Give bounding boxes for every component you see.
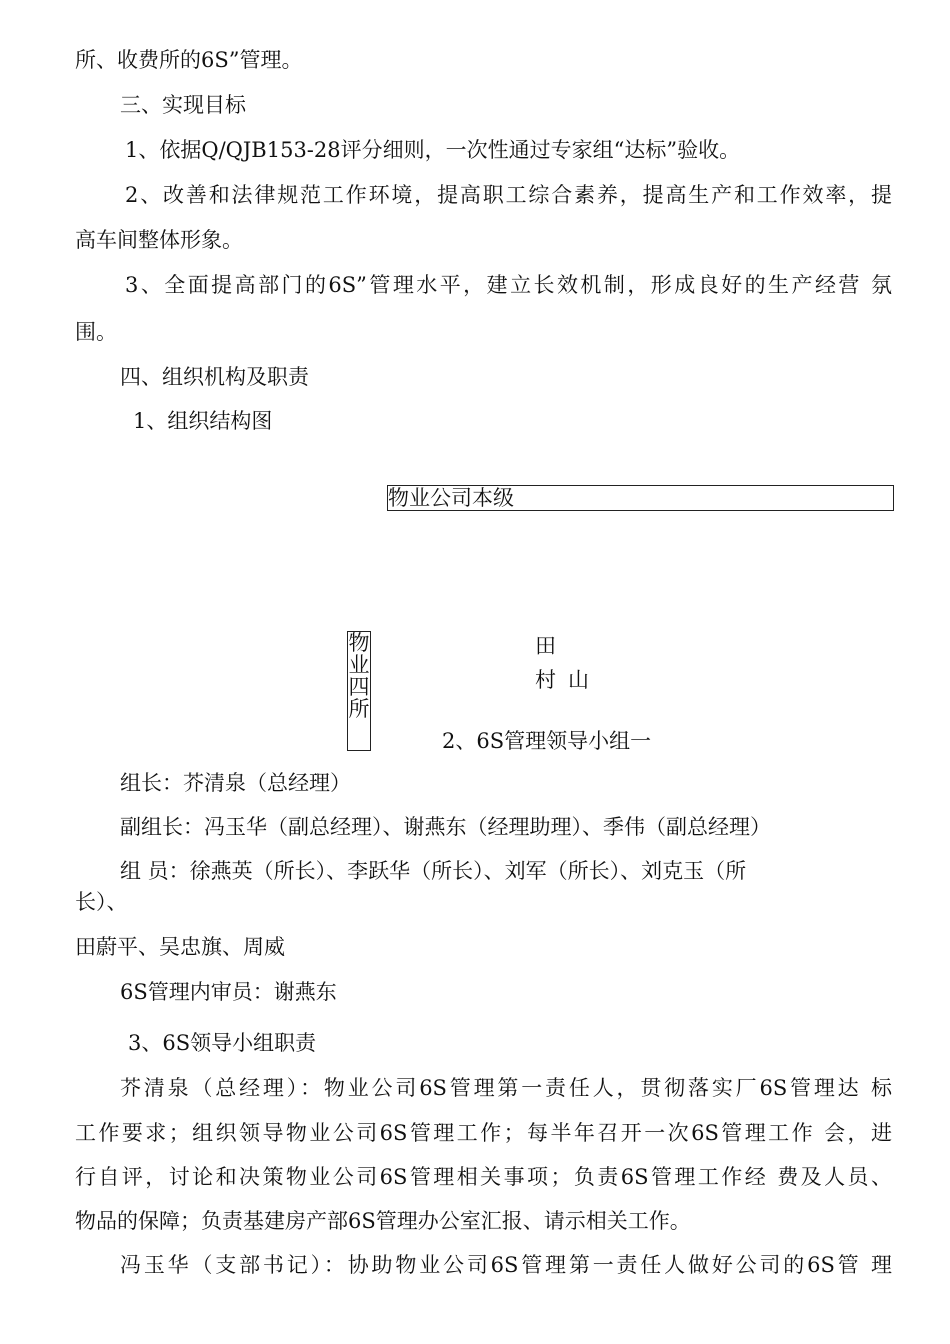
duty-text: 行自评，讨论和决策物业公司6S管理相关事项；负责6S管理工作经 费及人员、 xyxy=(75,1165,892,1189)
section-heading: 四、组织机构及职责 xyxy=(120,365,309,389)
org-chart-left-box xyxy=(347,631,371,751)
team-members: 组 员：徐燕英（所长）、李跃华（所长）、刘军（所长）、刘克玉（所 xyxy=(120,859,747,883)
subsection-heading: 3、6S领导小组职责 xyxy=(128,1031,317,1055)
duty-text: 工作要求；组织领导物业公司6S管理工作；每半年召开一次6S管理工作 会，进 xyxy=(75,1121,892,1145)
internal-auditor: 6S管理内审员：谢燕东 xyxy=(120,980,337,1004)
org-chart-label: 田 xyxy=(535,634,556,658)
org-chart-char: 物 xyxy=(348,631,370,655)
goal-item: 2、改善和法律规范工作环境，提高职工综合素养，提高生产和工作效率，提 xyxy=(125,183,892,207)
team-members-continued: 长）、 xyxy=(75,890,128,914)
duty-text: 物品的保障；负责基建房产部6S管理办公室汇报、请示相关工作。 xyxy=(75,1209,691,1233)
subsection-heading: 1、组织结构图 xyxy=(133,409,273,433)
section-heading: 三、实现目标 xyxy=(120,93,246,117)
org-chart-char: 四 xyxy=(348,675,370,699)
text-line: 所、收费所的6S”管理。 xyxy=(75,48,303,72)
org-chart-label: 山 xyxy=(568,668,589,692)
goal-item: 3、全面提高部门的6S”管理水平，建立长效机制，形成良好的生产经营 氛 xyxy=(125,273,892,297)
goal-item-continued: 高车间整体形象。 xyxy=(75,228,243,252)
org-chart-top-box: 物业公司本级 xyxy=(387,485,894,511)
subsection-heading: 2、6S管理领导小组一 xyxy=(442,729,652,753)
goal-item-continued: 围。 xyxy=(75,320,117,344)
org-chart-label: 村 xyxy=(535,668,556,692)
org-chart-char: 所 xyxy=(348,697,370,721)
team-deputies: 副组长：冯玉华（副总经理）、谢燕东（经理助理）、季伟（副总经理） xyxy=(120,815,771,839)
duty-text: 芥清泉（总经理）：物业公司6S管理第一责任人，贯彻落实厂6S管理达 标 xyxy=(120,1076,892,1100)
goal-item: 1、依据Q/QJB153-28评分细则，一次性通过专家组“达标”验收。 xyxy=(125,138,741,162)
team-members-continued: 田蔚平、吴忠旗、周威 xyxy=(75,935,285,959)
team-leader: 组长：芥清泉（总经理） xyxy=(120,771,351,795)
org-chart-char: 业 xyxy=(348,653,370,677)
duty-text: 冯玉华（支部书记）：协助物业公司6S管理第一责任人做好公司的6S管 理 xyxy=(120,1253,892,1277)
